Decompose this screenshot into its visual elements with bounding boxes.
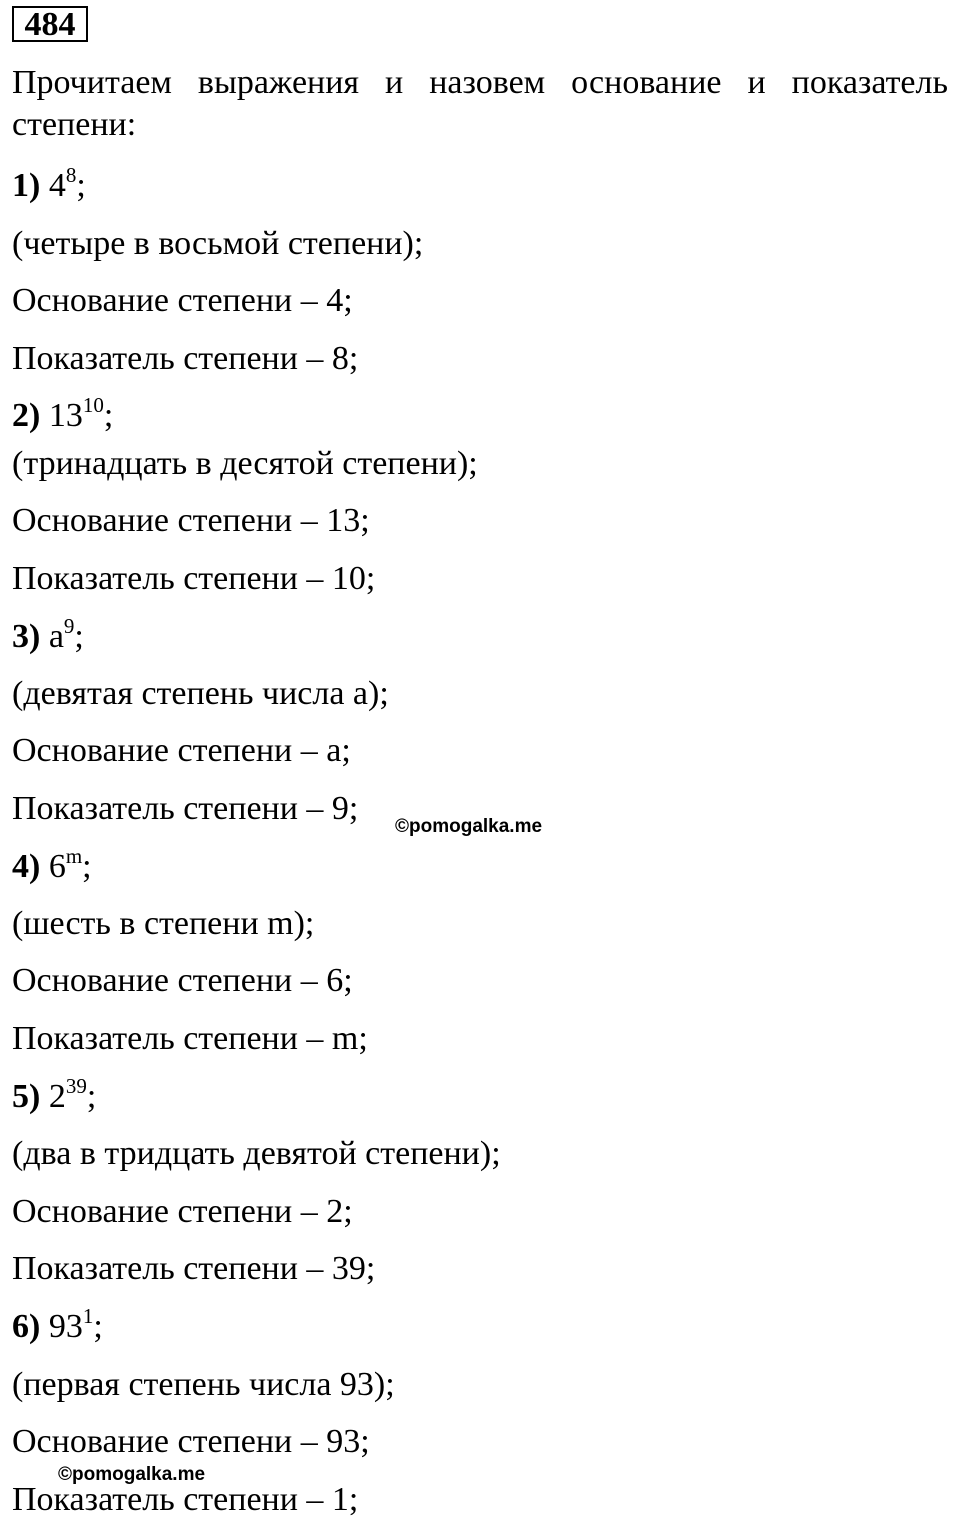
power-base: 13 (48, 397, 83, 434)
item-4-exp-line: Показатель степени – m; (12, 1020, 368, 1057)
item-2-reading: (тринадцать в десятой степени); (12, 445, 478, 482)
power-base: 4 (48, 167, 66, 204)
item-3-expression (12, 614, 84, 657)
item-label: 3) (12, 618, 41, 655)
item-6-base-line: Основание степени – 93; (12, 1423, 370, 1460)
item-2-exp-line: Показатель степени – 10; (12, 560, 376, 597)
punctuation: ; (82, 848, 92, 885)
item-5-expression (12, 1074, 97, 1117)
power-exponent: 39 (65, 1074, 87, 1098)
item-label: 5) (12, 1078, 41, 1115)
punctuation: ; (74, 618, 84, 655)
item-3-exp-line: Показатель степени – 9; (12, 790, 359, 827)
power-exponent: 10 (82, 393, 104, 417)
item-5-reading: (два в тридцать девятой степени); (12, 1135, 501, 1172)
power-base: 93 (48, 1308, 83, 1345)
item-4-base-line: Основание степени – 6; (12, 962, 353, 999)
intro-text: Прочитаем выражения и назовем основание и показатель степени: (12, 64, 948, 143)
item-6-exp-line: Показатель степени – 1; (12, 1481, 359, 1518)
punctuation: ; (93, 1308, 103, 1345)
power-exponent: 8 (65, 163, 77, 187)
item-3-reading: (девятая степень числа a); (12, 675, 389, 712)
item-5-base-line: Основание степени – 2; (12, 1193, 353, 1230)
punctuation: ; (103, 397, 114, 434)
item-label: 2) (12, 397, 41, 434)
item-1-reading: (четыре в восьмой степени); (12, 225, 424, 262)
item-4-reading: (шесть в степени m); (12, 905, 315, 942)
item-4-expression (12, 844, 92, 887)
power-exponent: 9 (63, 614, 75, 638)
item-1-exp-line: Показатель степени – 8; (12, 340, 359, 377)
item-label: 4) (12, 848, 41, 885)
item-2-base-line: Основание степени – 13; (12, 502, 370, 539)
power-base: 6 (48, 848, 66, 885)
item-2-expression (12, 393, 114, 436)
punctuation: ; (86, 1078, 97, 1115)
power-base: 2 (48, 1078, 66, 1115)
item-5-exp-line: Показатель степени – 39; (12, 1250, 376, 1287)
item-6-reading: (первая степень числа 93); (12, 1366, 395, 1403)
punctuation: ; (76, 167, 86, 204)
item-3-base-line: Основание степени – a; (12, 732, 351, 769)
power-exponent: m (65, 844, 83, 868)
power-exponent: 1 (82, 1304, 94, 1328)
item-6-expression (12, 1304, 103, 1347)
item-1-base-line: Основание степени – 4; (12, 282, 353, 319)
power-base: a (48, 618, 64, 655)
problem-number: 484 (12, 6, 88, 42)
watermark: ©pomogalka.me (58, 1464, 206, 1485)
item-label: 1) (12, 167, 41, 204)
watermark: ©pomogalka.me (395, 816, 543, 837)
item-label: 6) (12, 1308, 41, 1345)
item-1-expression (12, 163, 86, 206)
